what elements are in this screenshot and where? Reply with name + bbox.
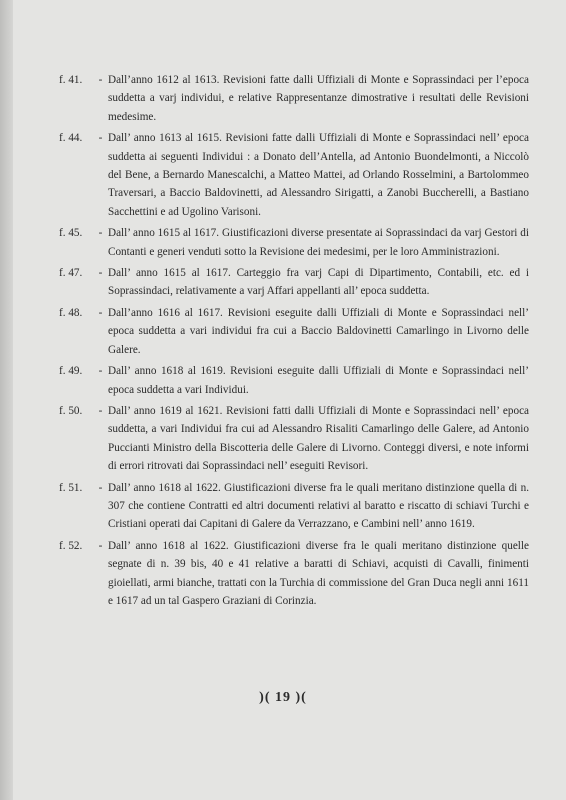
- entry-dash: -: [98, 227, 103, 240]
- list-item: [59, 402, 529, 476]
- list-item: [59, 264, 529, 301]
- entry-dash: -: [98, 132, 103, 145]
- folio-number: f. 44.: [59, 132, 83, 145]
- entry-list: [59, 71, 529, 613]
- entry-text: Dall’ anno 1615 al 1617. Carteggio fra varj Capi di Dipartimento, Contabili, etc. ed i Soprassindaci, relativamente a varj Affari appellanti all’ epoca suddetta.: [108, 267, 529, 298]
- folio-number: f. 51.: [59, 481, 83, 494]
- list-item: [59, 304, 529, 359]
- entry-text: Dall’ anno 1618 al 1622. Giustificazioni diverse fra le quali meritano distinzione quelle segnate di n. 39 bis, 40 e 41 relative a baratti di Schiavi, acquisti di Cavalli, finimenti gioiellati, armi bianche, trattati con la Turchia di commissione del Gran Duca negli anni 1611 e 1617 ad un tal Gaspero Graziani di Corinzia.: [108, 539, 529, 607]
- folio-number: f. 52.: [59, 539, 83, 552]
- entry-text: Dall’ anno 1613 al 1615. Revisioni fatte dalli Uffiziali di Monte e Soprassindaci nell’ epoca suddetta ai seguenti Individui : a Donato dell’Antella, ad Antonio Buondelmonti, a Niccolò del Bene, a Bernardo Manescalchi, a Matteo Mattei, ad Orlando Rosselmini, a Bartolommeo Traversari, a Baccio Baldovinetti, ad Alessandro Sirigatti, a Zanobi Buccherelli, a Bastiano Sacchettini e ad Ugolino Varisoni.: [108, 132, 529, 218]
- folio-number: f. 49.: [59, 365, 83, 378]
- entry-dash: -: [98, 404, 103, 417]
- list-item: [59, 129, 529, 221]
- entry-dash: -: [98, 365, 103, 378]
- entry-text: Dall’anno 1612 al 1613. Revisioni fatte dalli Uffiziali di Monte e Soprassindaci per l’epoca suddetta a varj individui, e relative Rappresentanze dimostrative i resultati delle Revisioni medesime.: [108, 74, 529, 123]
- entry-dash: -: [98, 74, 103, 86]
- entry-text: Dall’ anno 1615 al 1617. Giustificazioni diverse presentate ai Soprassindaci da varj Gestori di Contanti e generi venduti sotto la Revisione dei medesimi, per le loro Amministrazioni.: [108, 227, 529, 258]
- folio-number: f. 41.: [59, 74, 83, 86]
- folio-number: f. 50.: [59, 404, 83, 417]
- entry-dash: -: [98, 539, 103, 552]
- page-number: )( 19 )(: [259, 690, 307, 705]
- entry-text: Dall’ anno 1619 al 1621. Revisioni fatti dalli Uffiziali di Monte e Soprassindaci nell’ epoca suddetta, a vari Individui fra cui ad Alessandro Risaliti Camarlingo delle Galere, ad Antonio Puccianti Ministro della Biscotteria delle Galere di Livorno. Conteggi diversi, e note informi di errori ritrovati dai Soprassindaci nell’ eseguiti Revisori.: [108, 404, 529, 473]
- list-item: [59, 537, 529, 611]
- page-edge-shadow: [0, 0, 13, 800]
- entry-text: Dall’anno 1616 al 1617. Revisioni eseguite dalli Uffiziali di Monte e Soprassindaci nell’ epoca suddetta a vari individui fra cui a Baccio Baldovinetti Camarlingo in Livorno delle Galere.: [108, 306, 529, 356]
- list-item: [59, 224, 529, 261]
- folio-number: f. 47.: [59, 267, 83, 280]
- folio-number: f. 45.: [59, 227, 83, 240]
- entry-dash: -: [98, 306, 103, 319]
- entry-dash: -: [98, 267, 103, 280]
- entry-text: Dall’ anno 1618 al 1622. Giustificazioni diverse fra le quali meritano distinzione quella di n. 307 che contiene Contratti ed altri documenti relativi al baratto e riscatto di schiavi Turchi e Cristiani operati dai Capitani di Galere da Verrazzano, e Cambini nell’ anno 1619.: [108, 481, 529, 531]
- entry-text: Dall’ anno 1618 al 1619. Revisioni eseguite dalli Uffiziali di Monte e Soprassindaci nell’ epoca suddetta a vari Individui.: [108, 365, 529, 396]
- list-item: [59, 479, 529, 534]
- folio-number: f. 48.: [59, 306, 83, 319]
- entry-dash: -: [98, 481, 103, 494]
- list-item: [59, 71, 529, 126]
- list-item: [59, 362, 529, 399]
